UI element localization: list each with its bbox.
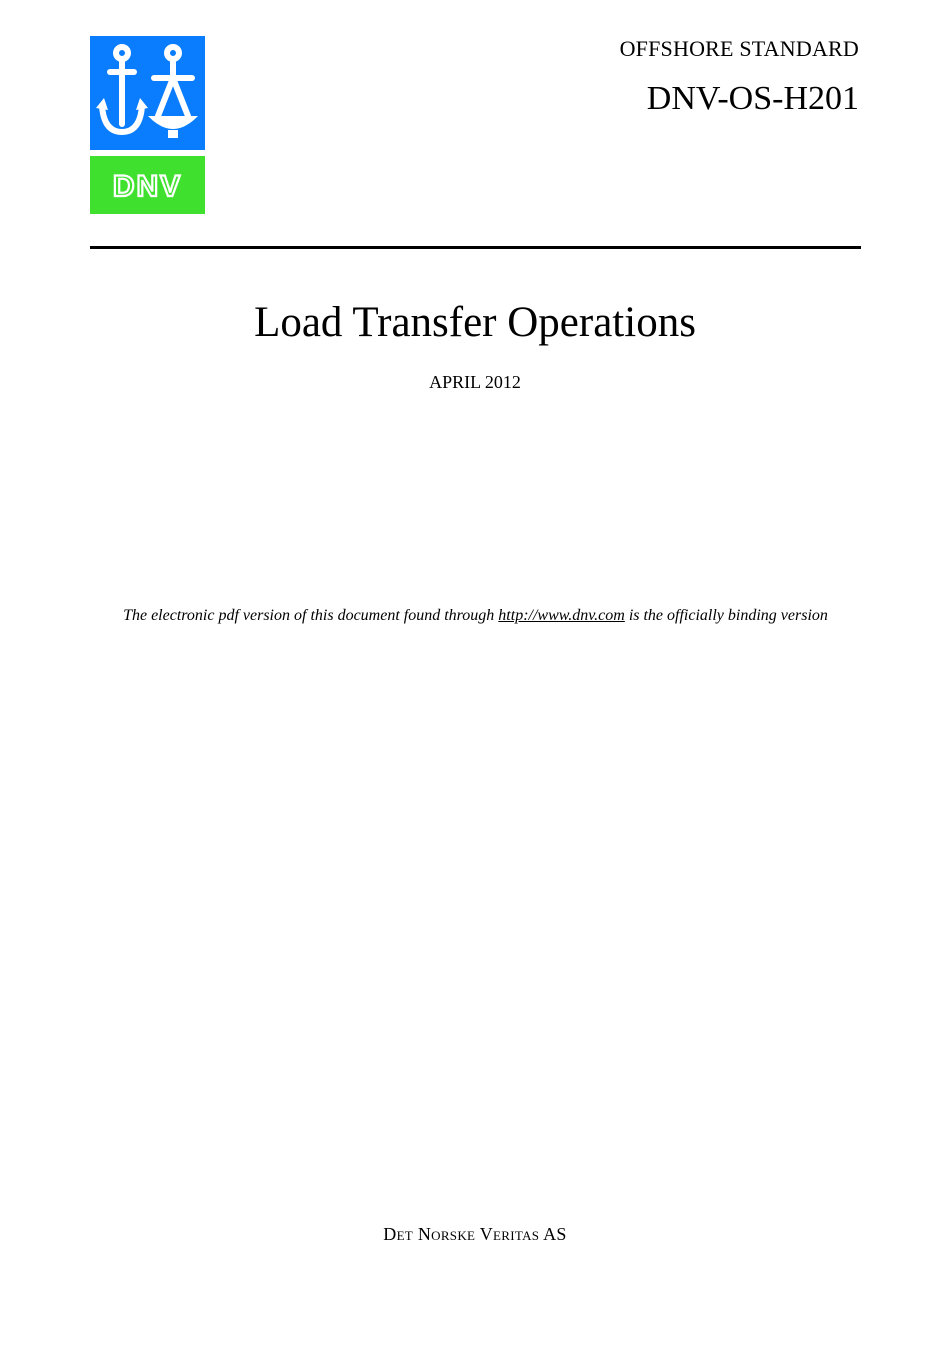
header-divider — [90, 246, 861, 249]
dnv-logo-emblem — [90, 36, 205, 150]
document-title: Load Transfer Operations — [254, 299, 696, 346]
anchor-and-scales-icon — [90, 36, 205, 150]
document-type: OFFSHORE STANDARD — [619, 36, 859, 61]
publication-date: APRIL 2012 — [429, 372, 521, 392]
dnv-logo-wordmark-panel — [90, 156, 205, 214]
document-code: DNV-OS-H201 — [646, 80, 859, 117]
publisher-name: Det Norske Veritas AS — [383, 1224, 567, 1244]
notice-text-before: The electronic pdf version of this document found through — [123, 607, 499, 624]
dnv-wordmark-text: DNV — [112, 170, 183, 203]
notice-text-after: is the officially binding version — [624, 607, 828, 624]
binding-version-notice — [90, 607, 861, 625]
dnv-wordmark — [90, 156, 205, 214]
dnv-website-link[interactable]: http://www.dnv.com — [498, 607, 625, 624]
